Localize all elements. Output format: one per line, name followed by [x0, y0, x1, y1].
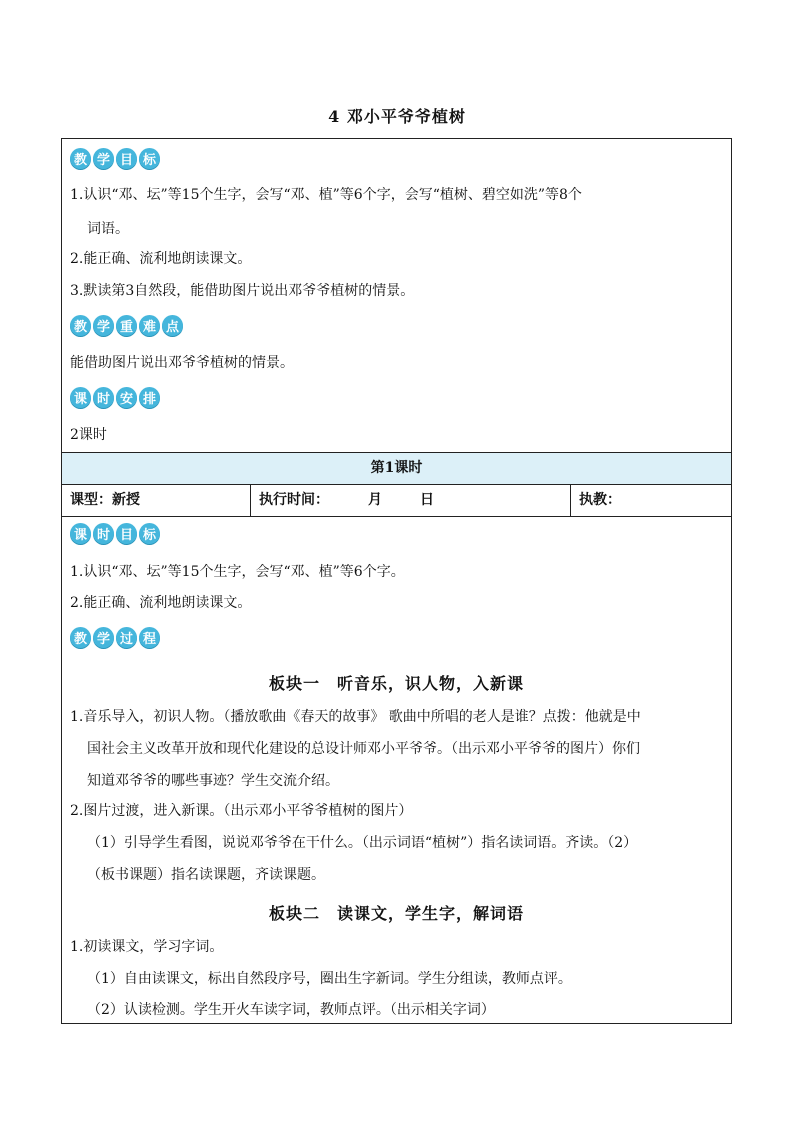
divider [62, 484, 731, 485]
block1-line: （1）引导学生看图，说说邓爷爷在干什么。（出示词语“植树”）指名读词语。齐读。（2） [87, 835, 638, 851]
cell-divider [570, 484, 571, 516]
cell-divider [250, 484, 251, 516]
block1-line: 国社会主义改革开放和现代化建设的总设计师邓小平爷爷。（出示邓小平爷爷的图片）你们 [87, 741, 640, 757]
objective-line: 1.认识“邓、坛”等15个生字，会写“邓、植”等6个字，会写“植树、碧空如洗”等8个 [70, 187, 582, 203]
teacher-label: 执教： [579, 492, 621, 508]
block2-line: （1）自由读课文，标出自然段序号，圈出生字新词。学生分组读，教师点评。 [87, 971, 572, 987]
schedule-label: 课 时 安 排 [70, 387, 162, 411]
lesson-goal-line: 1.认识“邓、坛”等15个生字，会写“邓、植”等6个字。 [70, 564, 405, 580]
lesson-goals-label: 课 时 目 标 [70, 523, 162, 547]
key-points-text: 能借助图片说出邓爷爷植树的情景。 [70, 355, 294, 371]
block1-line: （板书课题）指名读课题，齐读课题。 [87, 867, 325, 883]
block1-heading: 板块一 听音乐，识人物，入新课 [268, 674, 524, 693]
lesson-header: 第1课时 [370, 460, 423, 476]
key-points-label: 教 学 重 难 点 [70, 315, 185, 339]
block2-line: 1.初读课文，学习字词。 [70, 939, 224, 955]
block1-line: 1.音乐导入，初识人物。（播放歌曲《春天的故事》 歌曲中所唱的老人是谁？点拨：他就是中 [70, 709, 641, 725]
block1-line: 知道邓爷爷的哪些事迹？学生交流介绍。 [87, 773, 339, 789]
block2-heading: 板块二 读课文，学生字，解词语 [268, 904, 524, 923]
block2-line: （2）认读检测。学生开火车读字词，教师点评。（出示相关字词） [87, 1002, 495, 1018]
process-label: 教 学 过 程 [70, 627, 162, 651]
lesson-plan-table [61, 138, 732, 1024]
divider [62, 516, 731, 517]
exec-month: 月 [368, 492, 382, 508]
objective-line: 2.能正确、流利地朗读课文。 [70, 251, 252, 267]
lesson-goal-line: 2.能正确、流利地朗读课文。 [70, 595, 252, 611]
objective-line: 3.默读第3自然段，能借助图片说出邓爷爷植树的情景。 [70, 283, 415, 299]
objective-line: 词语。 [87, 221, 129, 237]
exec-time-label: 执行时间： [259, 492, 329, 508]
exec-day: 日 [420, 492, 434, 508]
page-title: 4 邓小平爷爷植树 [328, 107, 466, 126]
schedule-text: 2课时 [70, 427, 107, 443]
objectives-label: 教 学 目 标 [70, 148, 162, 172]
block1-line: 2.图片过渡，进入新课。（出示邓小平爷爷植树的图片） [70, 803, 413, 819]
lesson-type: 课型：新授 [70, 492, 140, 508]
